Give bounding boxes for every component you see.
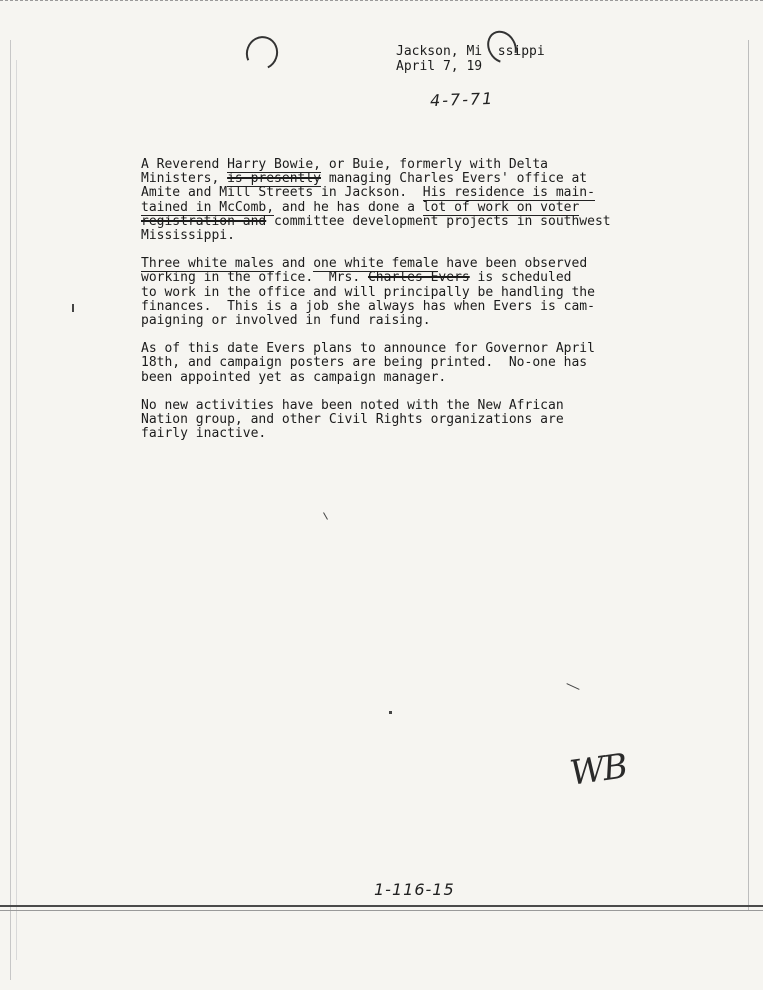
scan-speck — [389, 711, 392, 714]
scan-edge-left — [10, 40, 11, 980]
header-location: Jackson, Mi ssippi — [396, 44, 545, 59]
text-line: No new activities have been noted with the New African — [141, 397, 564, 413]
paragraph-3 — [141, 342, 661, 385]
bottom-rule — [0, 905, 763, 907]
handwritten-date: 4-7-71 — [429, 88, 495, 111]
text-line: A Reverend Harry Bowie, or Buie, formerly with Delta — [141, 157, 548, 172]
text-line: As of this date Evers plans to announce for Governor April — [141, 341, 595, 357]
paragraph-1 — [141, 158, 661, 243]
paragraph-4 — [141, 399, 661, 442]
punch-hole-mark — [241, 32, 283, 75]
paragraph-2 — [141, 257, 661, 328]
text-line: been appointed yet as campaign manager. — [141, 369, 447, 385]
text-line: Amite and Mill Streets in Jackson. His residence is main- — [141, 185, 595, 201]
text-line: Mississippi. — [141, 228, 235, 244]
text-line: finances. This is a job she always has when Evers is cam- — [141, 298, 595, 314]
handwritten-file-number: 1-116-15 — [374, 880, 455, 899]
scan-edge-top — [0, 0, 763, 7]
text-line: fairly inactive. — [141, 426, 267, 442]
scan-speck — [566, 683, 579, 690]
scan-speck — [323, 512, 328, 519]
letter-header — [396, 44, 545, 74]
text-line: tained in McComb, and he has done a lot of work on voter — [141, 199, 580, 215]
text-line: Three white males and one white female have been observed — [141, 256, 588, 272]
scan-edge-left-inner — [16, 60, 17, 960]
memo-body — [141, 158, 661, 455]
scan-edge-right — [748, 40, 749, 910]
bottom-rule-thin — [0, 910, 763, 911]
text-line: paigning or involved in fund raising. — [141, 313, 431, 329]
header-date: April 7, 19 — [396, 59, 483, 74]
scan-speck — [72, 304, 74, 312]
text-line: to work in the office and will principally be handling the — [141, 284, 595, 300]
text-line: Nation group, and other Civil Rights organizations are — [141, 412, 564, 428]
text-line: registration and committee development projects in southwest — [141, 213, 611, 229]
text-line: 18th, and campaign posters are being printed. No-one has — [141, 355, 588, 371]
text-line: working in the office. Mrs. Charles Evers is scheduled — [141, 270, 572, 286]
text-line: Ministers, is presently managing Charles Evers' office at — [141, 171, 588, 187]
handwritten-initials: WB — [567, 746, 629, 794]
